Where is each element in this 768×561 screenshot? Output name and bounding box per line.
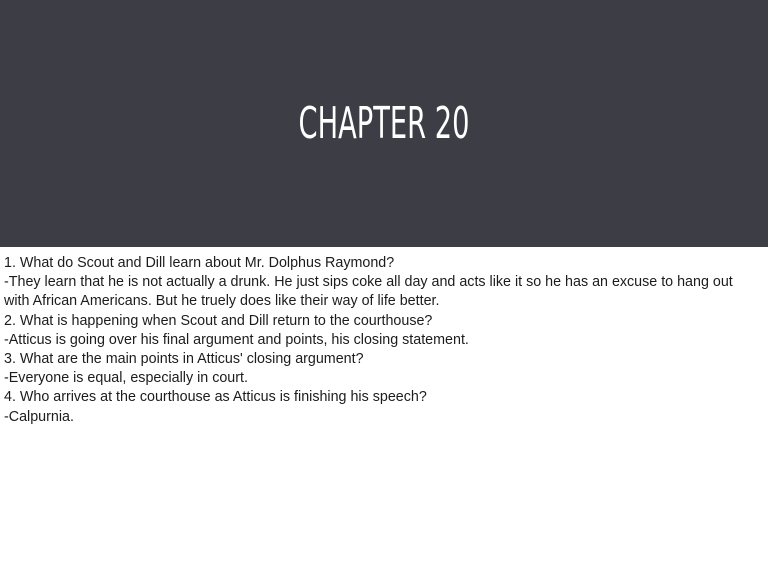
question-2: 2. What is happening when Scout and Dill return to the courthouse?: [4, 312, 433, 329]
slide-title: CHAPTER 20: [298, 98, 470, 149]
question-1: 1. What do Scout and Dill learn about Mr. Dolphus Raymond?: [4, 255, 395, 271]
slide-body: [4, 254, 762, 427]
title-band: [0, 0, 768, 247]
question-3: 3. What are the main points in Atticus' closing argument?: [4, 351, 364, 368]
question-4: 4. Who arrives at the courthouse as Atticus is finishing his speech?: [4, 389, 427, 406]
answer-2: -Atticus is going over his final argument and points, his closing statement.: [4, 331, 469, 348]
answer-4: -Calpurnia.: [4, 408, 74, 425]
answer-1: -They learn that he is not actually a drunk. He just sips coke all day and acts like it so he has an excuse to hang out with African Americans. But he truely does like their way of life better.: [4, 274, 733, 310]
answer-3: -Everyone is equal, especially in court.: [4, 370, 248, 387]
